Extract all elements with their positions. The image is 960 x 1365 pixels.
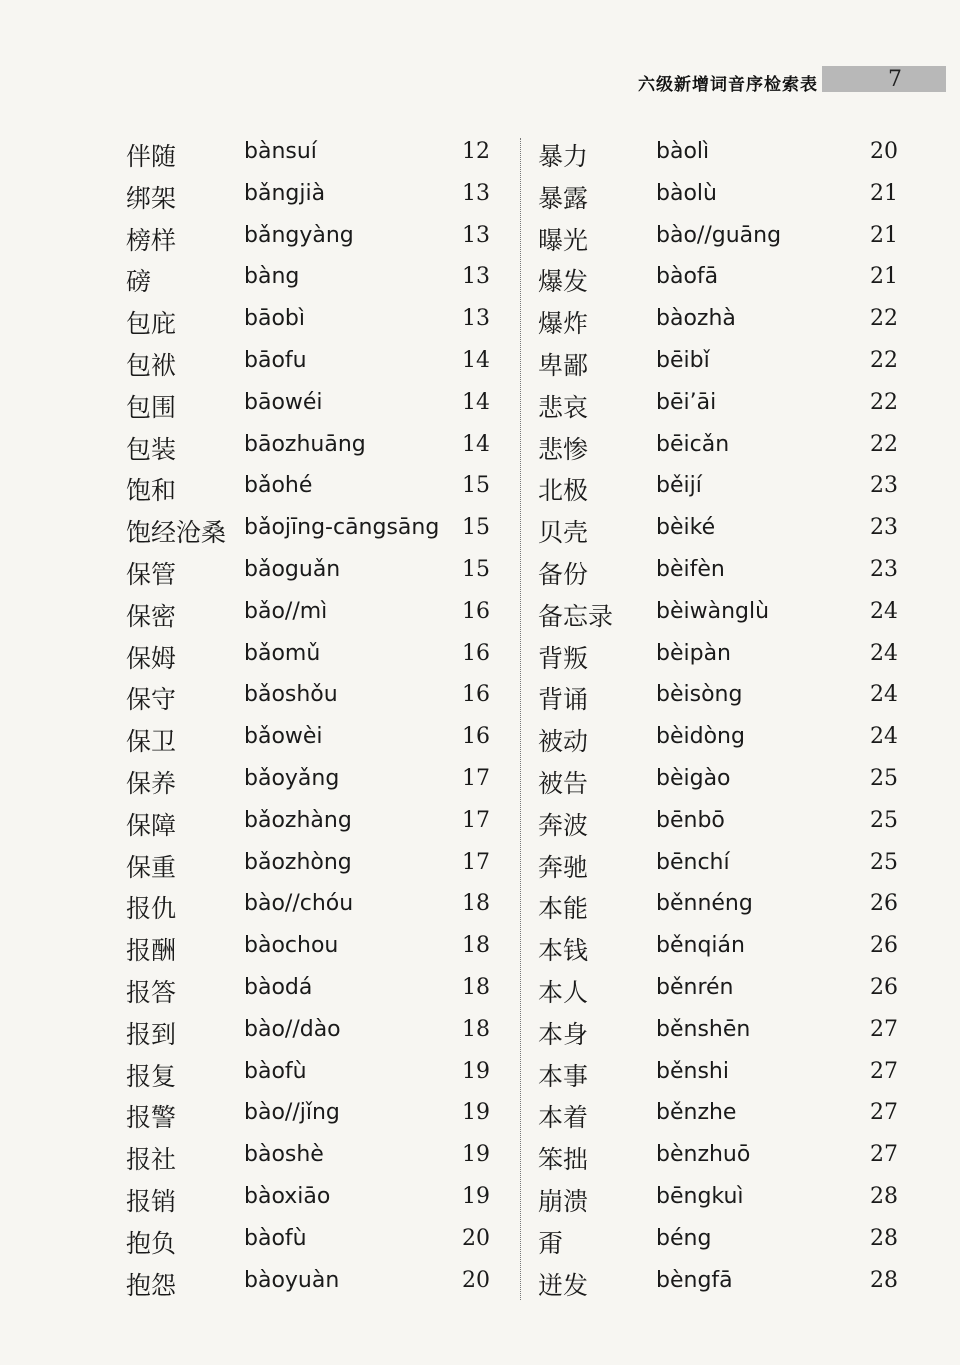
entry-word: 保障 [126,810,177,840]
entry-page-number: 26 [870,974,898,1000]
entry-pinyin: bào//jǐng [244,1100,340,1126]
entry-word: 爆炸 [538,309,589,339]
entry-word: 本事 [538,1061,589,1091]
entry-pinyin: běijí [656,473,702,499]
entry-word: 爆发 [538,267,589,297]
entry-word: 报社 [126,1145,177,1175]
entry-page-number: 13 [462,222,490,248]
entry-page-number: 15 [462,515,490,541]
index-entry [126,676,496,718]
entry-word: 背叛 [538,643,589,673]
index-entry [538,509,902,551]
entry-word: 贝壳 [538,518,589,548]
index-entry [126,969,496,1011]
entry-word: 报酬 [126,936,177,966]
entry-word: 奔波 [538,810,589,840]
index-entry [126,593,496,635]
entry-pinyin: bēibǐ [656,347,710,373]
entry-word: 迸发 [538,1270,589,1300]
entry-page-number: 21 [870,180,898,206]
entry-pinyin: bèidòng [656,724,745,750]
entry-word: 被动 [538,727,589,757]
index-entry [538,969,902,1011]
entry-pinyin: běnrén [656,974,734,1000]
entry-word: 磅 [126,267,152,297]
index-entry [538,551,902,593]
entry-word: 包装 [126,434,177,464]
entry-pinyin: běnnéng [656,891,753,917]
index-entry [538,1262,902,1304]
entry-page-number: 23 [870,556,898,582]
entry-page-number: 24 [870,598,898,624]
index-entry [538,1011,902,1053]
entry-word: 报到 [126,1019,177,1049]
entry-page-number: 26 [870,933,898,959]
entry-word: 榜样 [126,225,177,255]
entry-page-number: 26 [870,891,898,917]
entry-pinyin: bàochou [244,933,339,959]
entry-pinyin: bào//dào [244,1016,341,1042]
entry-page-number: 18 [462,933,490,959]
entry-word: 保重 [126,852,177,882]
entry-page-number: 19 [462,1100,490,1126]
entry-page-number: 23 [870,473,898,499]
index-entry [126,426,496,468]
entry-page-number: 15 [462,473,490,499]
entry-pinyin: běnshēn [656,1016,751,1042]
entry-pinyin: bèifèn [656,556,725,582]
index-entry [538,1053,902,1095]
entry-page-number: 25 [870,807,898,833]
entry-page-number: 19 [462,1183,490,1209]
entry-pinyin: bàoshè [244,1142,324,1168]
entry-word: 卑鄙 [538,350,589,380]
entry-pinyin: bàng [244,264,300,290]
entry-pinyin: bàozhà [656,306,736,332]
entry-page-number: 14 [462,389,490,415]
index-entry [538,175,902,217]
entry-pinyin: bēnbō [656,807,725,833]
entry-word: 保密 [126,601,177,631]
entry-pinyin: běnshi [656,1058,729,1084]
entry-pinyin: bèipàn [656,640,732,666]
entry-page-number: 13 [462,264,490,290]
entry-page-number: 20 [870,139,898,164]
index-entry [126,635,496,677]
index-entry [126,1094,496,1136]
index-entry [538,467,902,509]
entry-pinyin: bǎojīng-cāngsāng [244,515,440,541]
index-entry [126,885,496,927]
entry-word: 包庇 [126,309,177,339]
index-entry [126,467,496,509]
entry-word: 保养 [126,768,177,798]
entry-pinyin: bàodá [244,974,313,1000]
index-title: 六级新增词音序检索表 [638,75,818,95]
entry-word: 暴力 [538,142,589,171]
entry-pinyin: bàoxiāo [244,1183,331,1209]
entry-page-number: 21 [870,264,898,290]
entry-page-number: 18 [462,974,490,1000]
index-entry [126,1262,496,1304]
index-entry [538,802,902,844]
entry-pinyin: bǎozhàng [244,807,352,833]
entry-word: 抱怨 [126,1270,177,1300]
entry-page-number: 15 [462,556,490,582]
index-entry [538,133,902,175]
index-entry [126,384,496,426]
entry-pinyin: bǎoyǎng [244,765,340,791]
entry-page-number: 27 [870,1016,898,1042]
index-entry [538,635,902,677]
entry-page-number: 25 [870,849,898,875]
entry-word: 本钱 [538,936,589,966]
entry-pinyin: bāobì [244,306,305,332]
index-entry [538,844,902,886]
entry-word: 保守 [126,685,177,715]
entry-word: 背诵 [538,685,589,715]
entry-word: 包围 [126,392,177,422]
entry-pinyin: bànsuí [244,139,317,164]
page-number-bar [822,66,946,92]
index-entry [126,175,496,217]
index-entry [538,258,902,300]
entry-word: 保姆 [126,643,177,673]
entry-page-number: 27 [870,1058,898,1084]
entry-word: 绑架 [126,183,177,213]
index-column-left [126,133,496,1303]
entry-word: 报销 [126,1186,177,1216]
entry-word: 本着 [538,1103,589,1133]
entry-word: 本人 [538,977,589,1007]
index-entry [538,217,902,259]
column-divider [520,138,521,1300]
entry-page-number: 25 [870,765,898,791]
index-entry [126,258,496,300]
index-entry [126,1178,496,1220]
entry-page-number: 16 [462,640,490,666]
entry-page-number: 14 [462,347,490,373]
entry-page-number: 18 [462,1016,490,1042]
entry-word: 北极 [538,476,589,506]
entry-word: 包袱 [126,350,177,380]
entry-word: 悲哀 [538,392,589,422]
entry-page-number: 22 [870,347,898,373]
entry-pinyin: bāozhuāng [244,431,366,457]
entry-page-number: 21 [870,222,898,248]
index-column-right [538,133,902,1303]
page-header [600,66,946,96]
entry-pinyin: běnqián [656,933,745,959]
entry-word: 悲惨 [538,434,589,464]
index-entry [126,927,496,969]
entry-pinyin: bèiwànglù [656,598,770,624]
entry-word: 伴随 [126,142,177,171]
index-entry [126,217,496,259]
entry-page-number: 12 [462,139,490,164]
entry-word: 保管 [126,559,177,589]
entry-page-number: 28 [870,1183,898,1209]
entry-page-number: 13 [462,180,490,206]
entry-pinyin: bāowéi [244,389,323,415]
index-entry [126,802,496,844]
entry-pinyin: bèngfā [656,1267,733,1293]
index-entry [126,1220,496,1262]
entry-word: 本能 [538,894,589,924]
entry-word: 抱负 [126,1228,177,1258]
entry-pinyin: bàofā [656,264,719,290]
index-entry [126,1053,496,1095]
entry-word: 饱和 [126,476,177,506]
entry-pinyin: bēicǎn [656,431,730,457]
entry-pinyin: bàofù [244,1058,307,1084]
index-entry [538,1220,902,1262]
entry-page-number: 24 [870,682,898,708]
entry-pinyin: bǎohé [244,473,313,499]
entry-page-number: 23 [870,515,898,541]
entry-pinyin: bǎoshǒu [244,682,338,708]
entry-word: 崩溃 [538,1186,589,1216]
index-entry [126,844,496,886]
entry-word: 被告 [538,768,589,798]
entry-page-number: 16 [462,724,490,750]
entry-word: 暴露 [538,183,589,213]
entry-pinyin: bàoyuàn [244,1267,340,1293]
entry-page-number: 28 [870,1267,898,1293]
entry-word: 甭 [538,1228,564,1258]
entry-pinyin: bèiké [656,515,716,541]
entry-word: 报答 [126,977,177,1007]
index-entry [538,384,902,426]
entry-pinyin: bènzhuō [656,1142,751,1168]
entry-page-number: 24 [870,724,898,750]
entry-page-number: 18 [462,891,490,917]
entry-word: 笨拙 [538,1145,589,1175]
entry-pinyin: béng [656,1225,712,1251]
entry-word: 备忘录 [538,601,614,631]
entry-pinyin: bēi’āi [656,389,717,415]
entry-page-number: 17 [462,807,490,833]
entry-pinyin: bàofù [244,1225,307,1251]
entry-pinyin: bǎomǔ [244,640,321,666]
entry-pinyin: bào//guāng [656,222,782,248]
entry-pinyin: bàolì [656,139,710,164]
entry-word: 报警 [126,1103,177,1133]
index-entry [538,1136,902,1178]
entry-page-number: 22 [870,431,898,457]
index-entry [126,1136,496,1178]
entry-pinyin: bēnchí [656,849,730,875]
entry-page-number: 27 [870,1142,898,1168]
entry-pinyin: běnzhe [656,1100,737,1126]
entry-page-number: 20 [462,1267,490,1293]
entry-page-number: 16 [462,598,490,624]
index-entry [126,342,496,384]
entry-page-number: 28 [870,1225,898,1251]
entry-word: 饱经沧桑 [126,518,227,548]
index-entry [538,1178,902,1220]
entry-word: 保卫 [126,727,177,757]
index-entry [538,426,902,468]
entry-pinyin: bǎngyàng [244,222,354,248]
entry-pinyin: bào//chóu [244,891,354,917]
entry-word: 备份 [538,559,589,589]
index-entry [538,927,902,969]
entry-pinyin: bǎngjià [244,180,326,206]
entry-word: 报仇 [126,894,177,924]
index-entry [538,760,902,802]
index-entry [538,300,902,342]
index-entry [126,718,496,760]
index-entry [126,509,496,551]
entry-pinyin: bàolù [656,180,717,206]
entry-page-number: 27 [870,1100,898,1126]
entry-page-number: 22 [870,389,898,415]
entry-pinyin: bāofu [244,347,307,373]
entry-pinyin: bǎozhòng [244,849,352,875]
entry-page-number: 16 [462,682,490,708]
entry-page-number: 19 [462,1058,490,1084]
entry-page-number: 22 [870,306,898,332]
entry-page-number: 24 [870,640,898,666]
entry-word: 奔驰 [538,852,589,882]
entry-page-number: 19 [462,1142,490,1168]
entry-pinyin: bèigào [656,765,731,791]
entry-pinyin: bǎo//mì [244,598,328,624]
page-number: 7 [888,67,902,92]
entry-page-number: 17 [462,765,490,791]
entry-page-number: 17 [462,849,490,875]
entry-page-number: 13 [462,306,490,332]
index-entry [538,593,902,635]
entry-page-number: 20 [462,1225,490,1251]
index-entry [126,1011,496,1053]
entry-pinyin: bǎoguǎn [244,556,341,582]
entry-pinyin: bèisòng [656,682,743,708]
index-entry [538,342,902,384]
entry-page-number: 14 [462,431,490,457]
index-entry [538,885,902,927]
entry-word: 曝光 [538,225,589,255]
entry-word: 本身 [538,1019,589,1049]
index-entry [538,1094,902,1136]
entry-word: 报复 [126,1061,177,1091]
index-entry [126,300,496,342]
index-entry [126,760,496,802]
index-entry [538,718,902,760]
index-entry [126,133,496,175]
entry-pinyin: bēngkuì [656,1183,744,1209]
entry-pinyin: bǎowèi [244,724,323,750]
index-entry [538,676,902,718]
index-entry [126,551,496,593]
